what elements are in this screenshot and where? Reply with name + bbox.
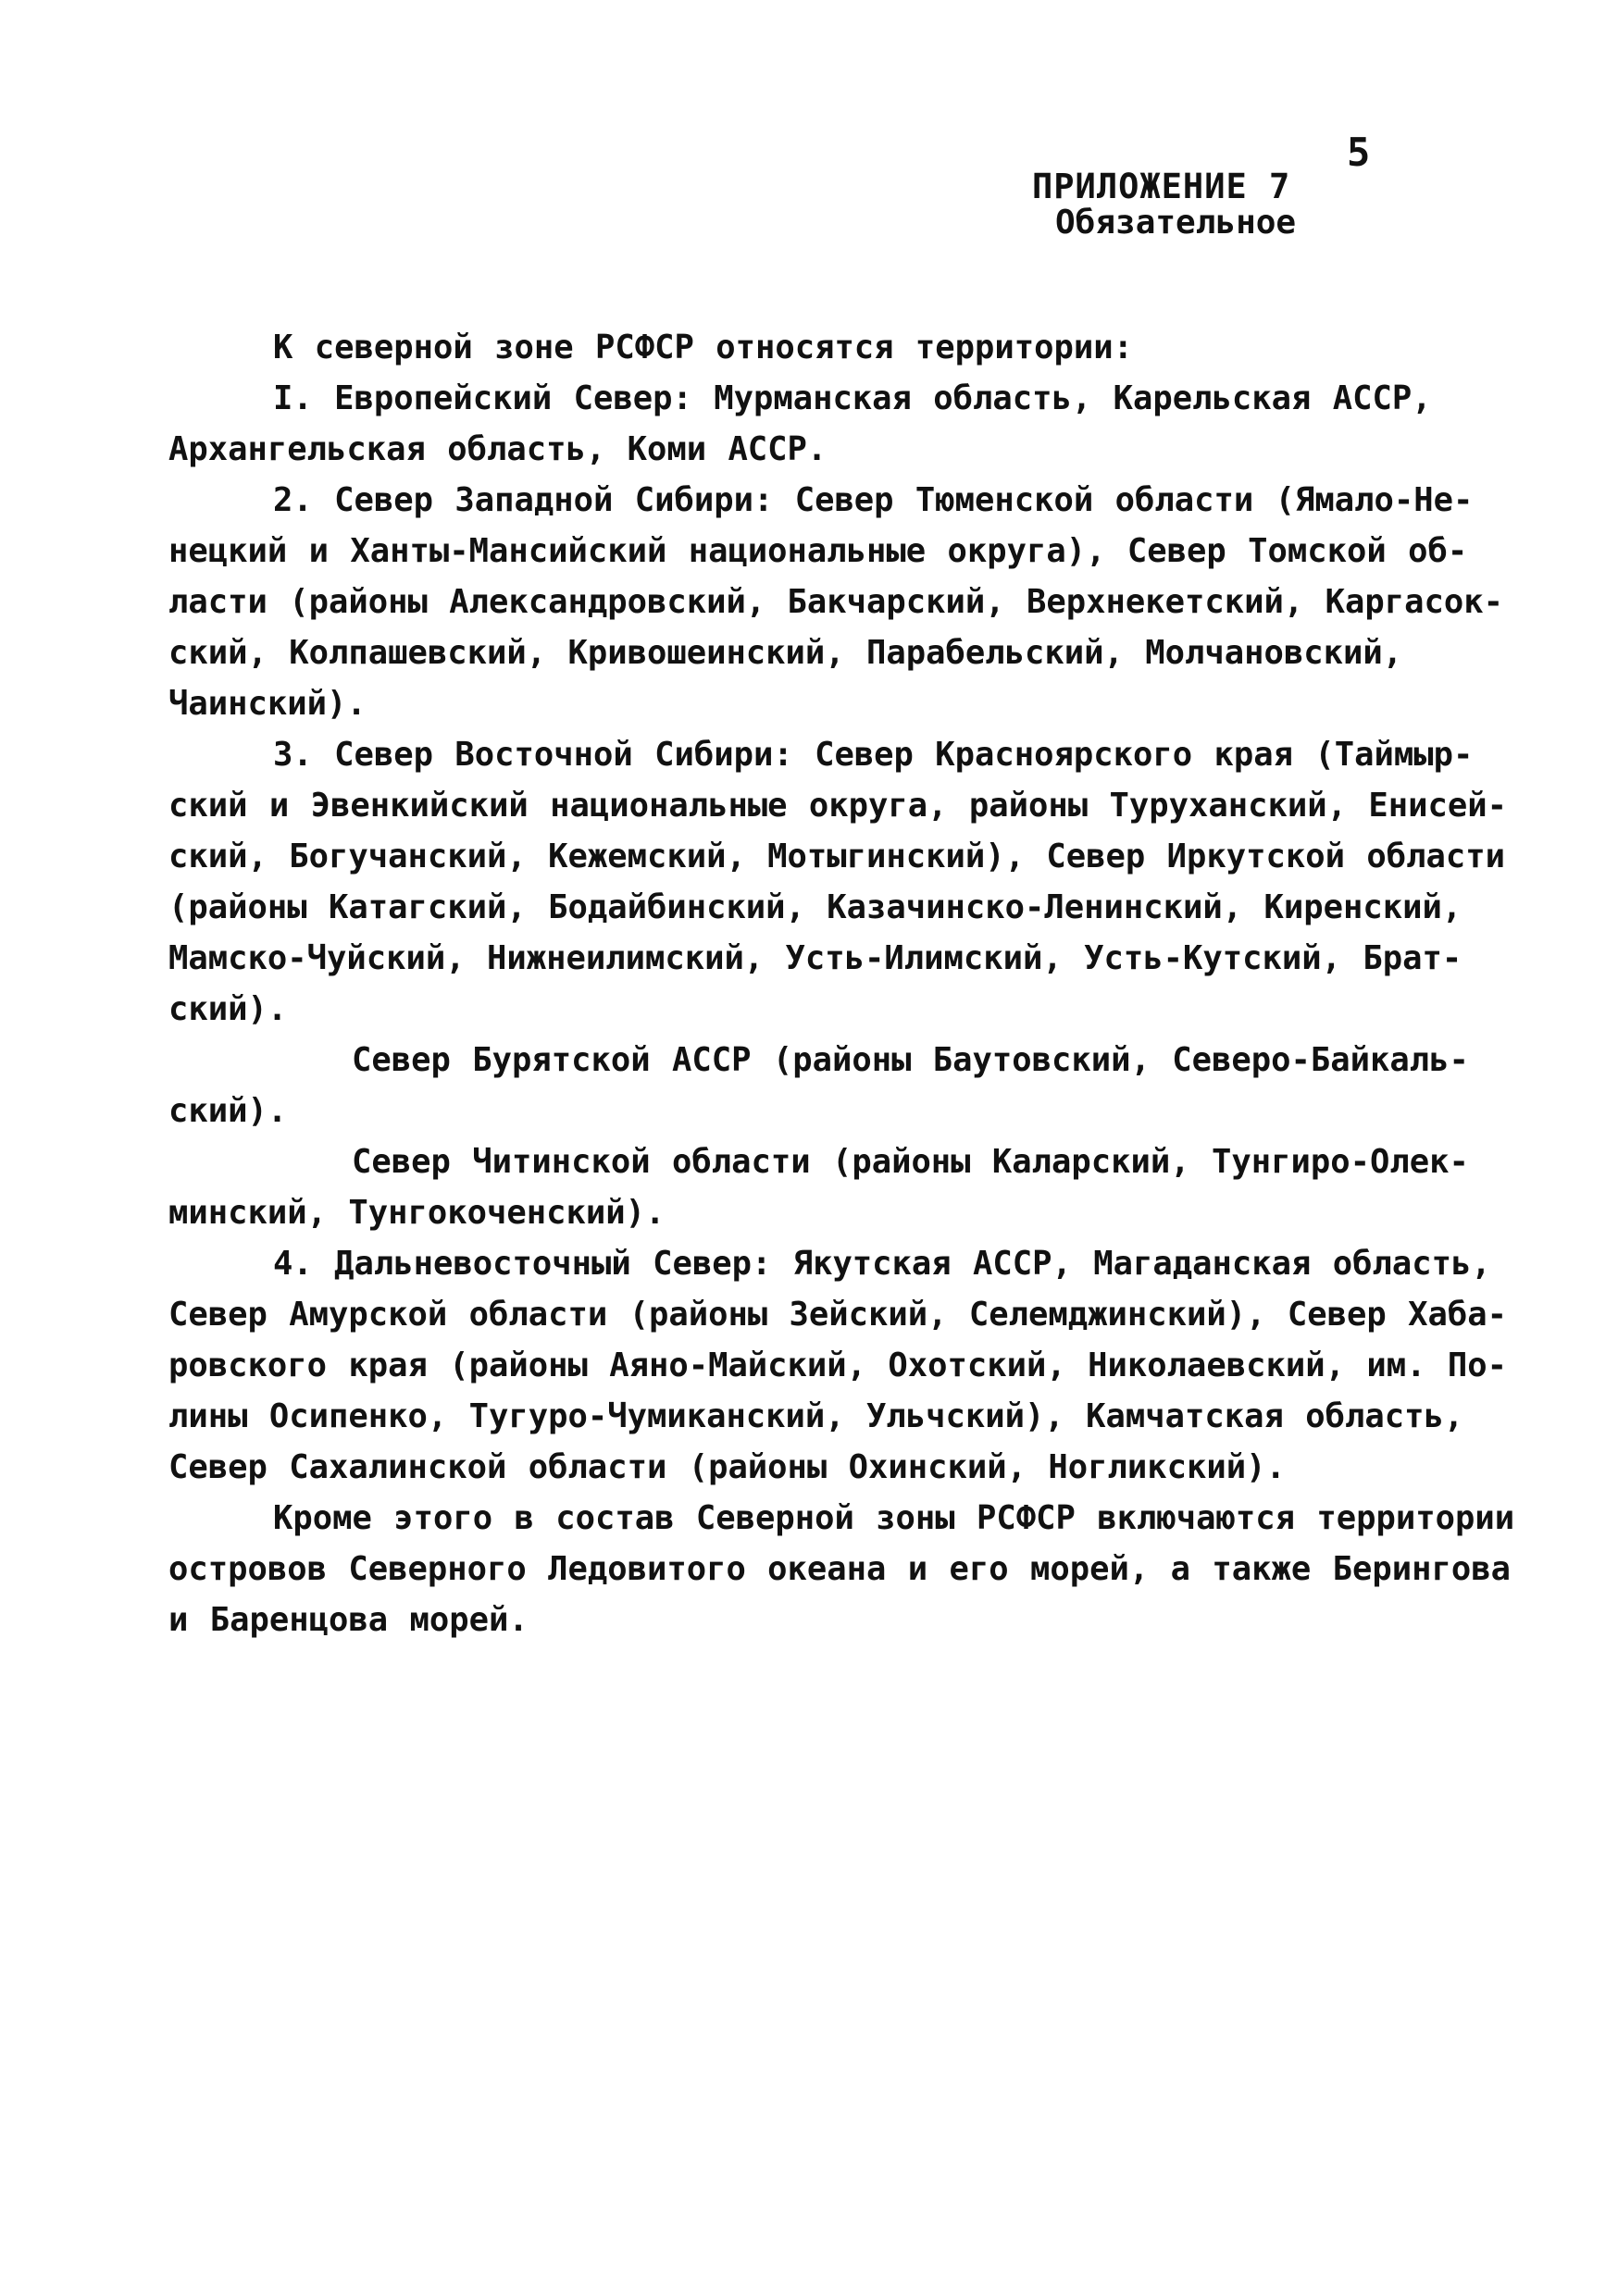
text-line: Север Читинской области (районы Каларский, Тунгиро-Олек-: [352, 1143, 1469, 1181]
text-line: Мамско-Чуйский, Нижнеилимский, Усть-Илимский, Усть-Кутский, Брат-: [168, 939, 1462, 977]
appendix-status: Обязательное: [1055, 204, 1297, 242]
text-line: Север Амурской области (районы Зейский, Селемджинский), Север Хаба-: [168, 1296, 1507, 1334]
text-line: ский и Эвенкийский национальные округа, районы Туруханский, Енисей-: [168, 787, 1507, 825]
text-line: Архангельская область, Коми АССР.: [168, 430, 828, 468]
text-line: лины Осипенко, Тугуро-Чумиканский, Ульчский), Камчатская область,: [168, 1397, 1464, 1435]
text-line: I. Европейский Север: Мурманская область, Карельская АССР,: [273, 379, 1432, 417]
text-line: и Баренцова морей.: [168, 1601, 529, 1639]
text-line: Север Сахалинской области (районы Охинский, Ногликский).: [168, 1448, 1286, 1486]
text-line: (районы Катагский, Бодайбинский, Казачинско-Ленинский, Киренский,: [168, 888, 1462, 926]
page-number: 5: [1347, 130, 1371, 175]
text-line: 4. Дальневосточный Север: Якутская АССР, Магаданская область,: [273, 1245, 1491, 1283]
text-line: 2. Север Западной Сибири: Север Тюменской области (Ямало-Не-: [273, 481, 1474, 519]
text-line: ский).: [168, 990, 288, 1028]
text-line: Север Бурятской АССР (районы Баутовский, Северо-Байкаль-: [352, 1041, 1469, 1079]
appendix-title: ПРИЛОЖЕНИЕ 7: [1032, 167, 1291, 206]
text-line: ский, Колпашевский, Кривошеинский, Парабельский, Молчановский,: [168, 634, 1403, 672]
text-line: нецкий и Ханты-Мансийский национальные округа), Север Томской об-: [168, 532, 1468, 570]
text-line: Кроме этого в состав Северной зоны РСФСР включаются территории: [273, 1499, 1515, 1537]
text-line: ровского края (районы Аяно-Майский, Охотский, Николаевский, им. По-: [168, 1347, 1507, 1384]
text-line: 3. Север Восточной Сибири: Север Красноярского края (Таймыр-: [273, 736, 1474, 774]
text-line: ский, Богучанский, Кежемский, Мотыгинский), Север Иркутской области: [168, 838, 1505, 875]
text-line: К северной зоне РСФСР относятся территории:: [273, 329, 1134, 366]
text-line: ский).: [168, 1092, 288, 1130]
text-line: минский, Тунгокоченский).: [168, 1194, 666, 1232]
text-line: Чаинский).: [168, 685, 367, 723]
text-line: островов Северного Ледовитого океана и его морей, а также Берингова: [168, 1550, 1511, 1588]
text-line: ласти (районы Александровский, Бакчарский, Верхнекетский, Каргасок-: [168, 583, 1503, 621]
